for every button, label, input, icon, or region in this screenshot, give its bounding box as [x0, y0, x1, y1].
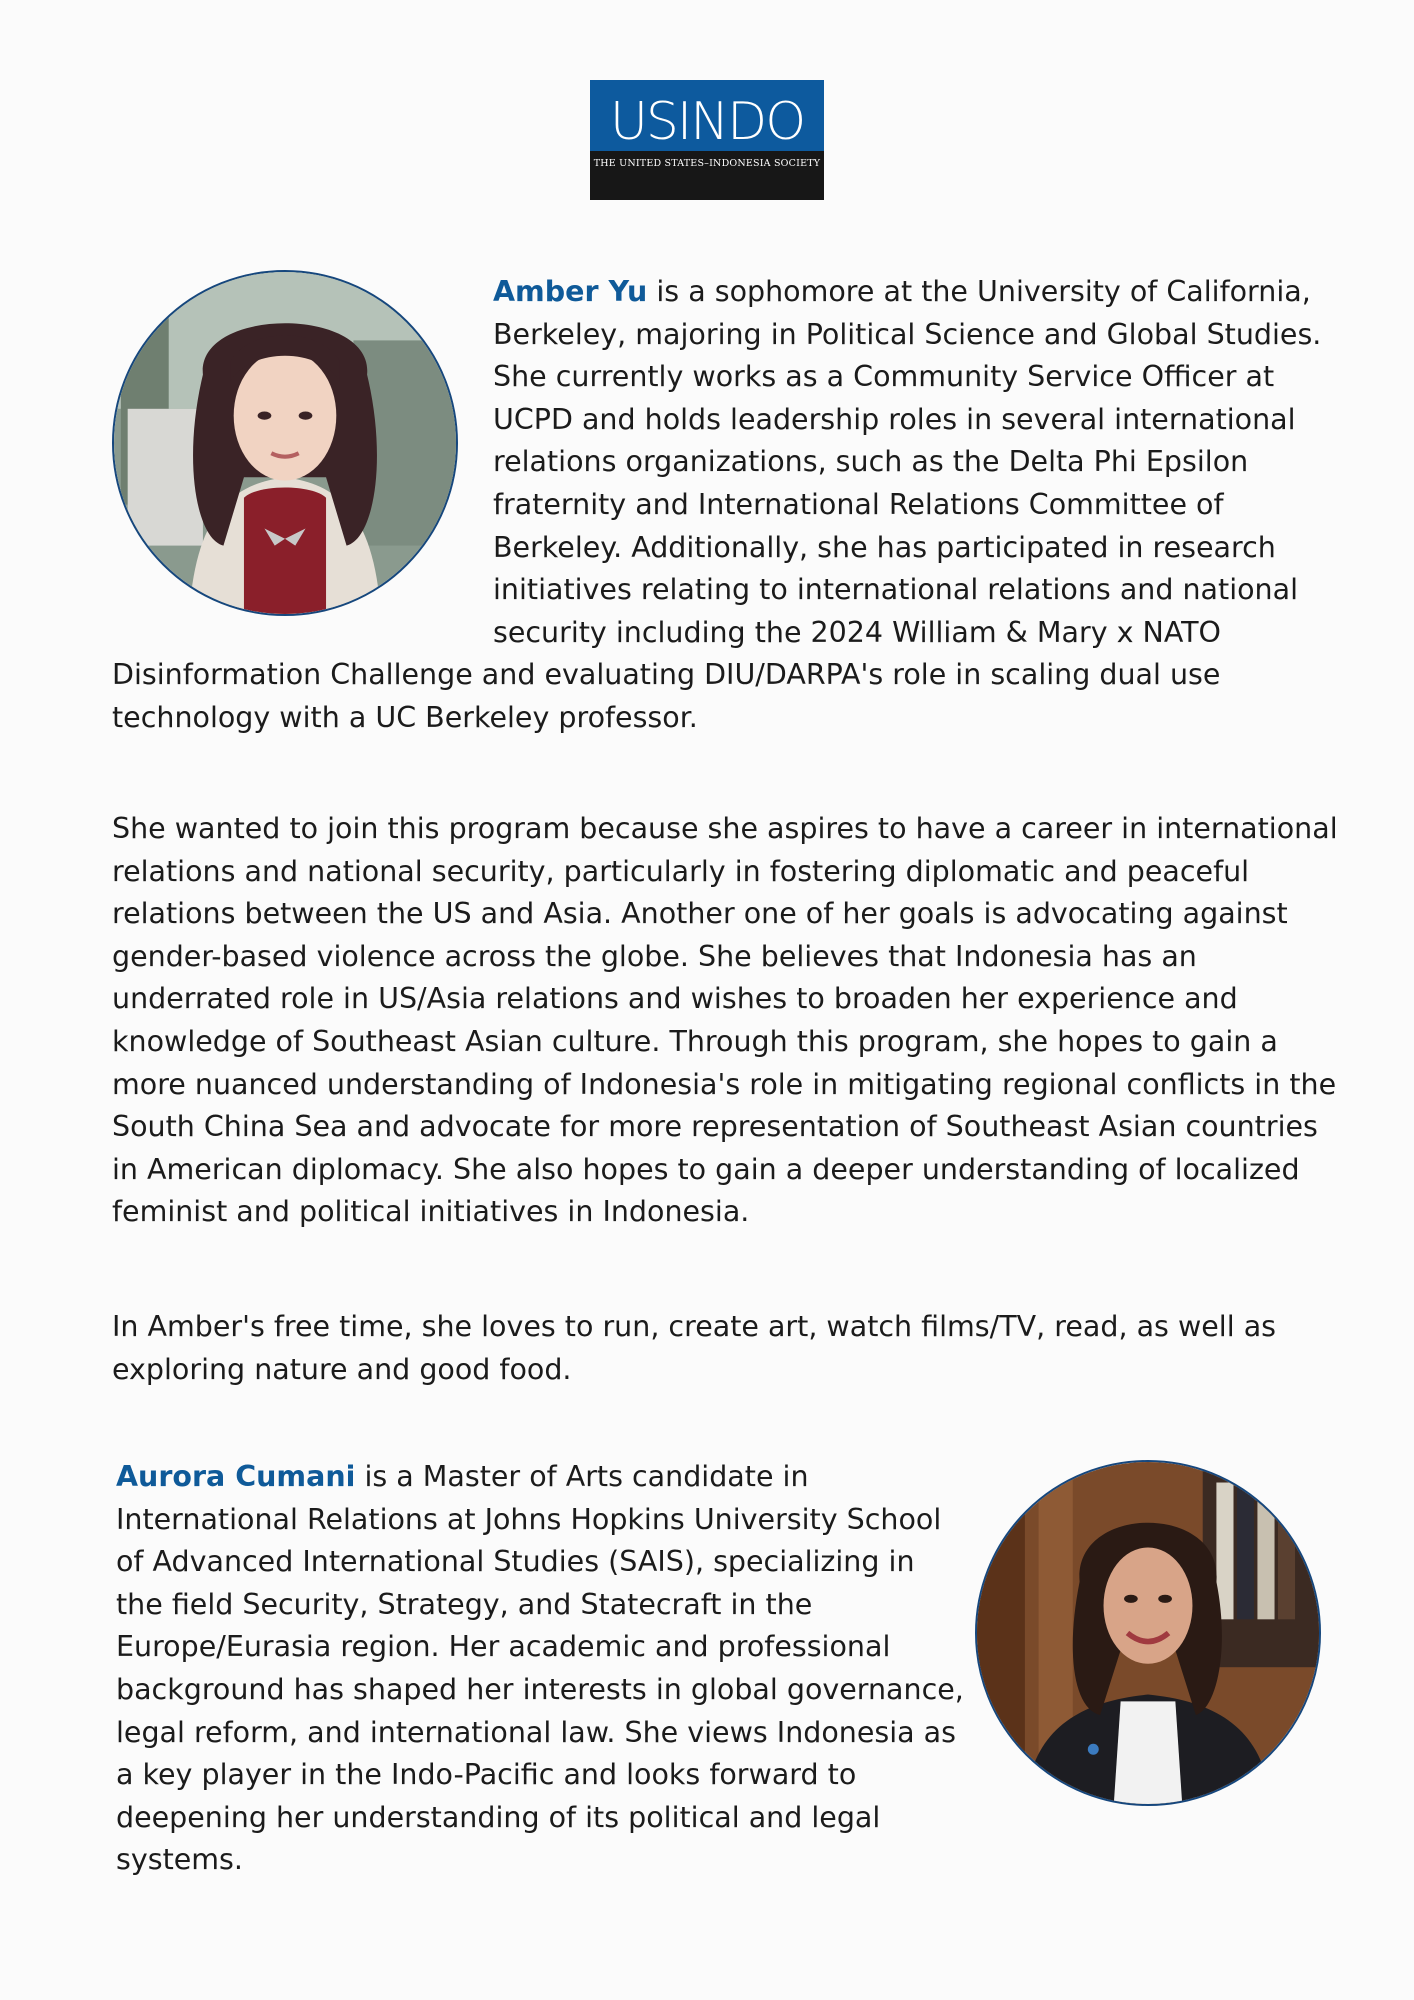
amber-yu-bio: [112, 271, 1342, 740]
logo-tagline: THE UNITED STATES–INDONESIA SOCIETY: [593, 158, 821, 169]
amber-yu-hobbies: In Amber's free time, she loves to run, create art, watch films/TV, read, as well as exploring nature and good food.: [112, 1310, 1277, 1386]
amber-yu-motivation: She wanted to join this program because she aspires to have a career in international relations and national security, particularly in fostering diplomatic and peaceful relations between the US and Asia. Another one of her goals is advocating against gender-based violence across the globe. She believes that Indonesia has an underrated role in US/Asia relations and wishes to broaden her experience and knowledge of Southeast Asian culture. Through this program, she hopes to gain a more nuanced understanding of Indonesia's role in mitigating regional conflicts in the South China Sea and advocate for more representation of Southeast Asian countries in American diplomacy. She also hopes to gain a deeper understanding of localized feminist and political initiatives in Indonesia.: [112, 812, 1338, 1229]
logo-wordmark: USINDO: [609, 92, 805, 152]
aurora-cumani-bio: [116, 1456, 966, 1882]
aurora-cumani-name: Aurora Cumani: [116, 1460, 356, 1493]
amber-yu-intro: is a sophomore at the University of California, Berkeley, majoring in Political Science and Global Studies. She currently works as a Community Service Officer at UCPD and holds leadership roles in several international relations organizations, such as the Delta Phi Epsilon fraternity and International Relations Committee of Berkeley. Additionally, she has participated in research initiatives relating to international relations and national security including the 2024 William & Mary x NATO Disinformation Challenge and evaluating DIU/DARPA's role in scaling dual use technology with a UC Berkeley professor.: [112, 275, 1322, 734]
aurora-cumani-intro: is a Master of Arts candidate in International Relations at Johns Hopkins University School of Advanced International Studies (SAIS), specializing in the field Security, Strategy, and Statecraft in the Europe/Eurasia region. Her academic and professional background has shaped her interests in global governance, legal reform, and international law. She views Indonesia as a key player in the Indo-Pacific and looks forward to deepening her understanding of its political and legal systems.: [116, 1460, 964, 1877]
amber-yu-name: Amber Yu: [493, 275, 648, 308]
aurora-cumani-photo: [975, 1460, 1321, 1806]
photo-text-wrap-spacer: [112, 271, 493, 633]
usindo-logo: [590, 80, 824, 200]
